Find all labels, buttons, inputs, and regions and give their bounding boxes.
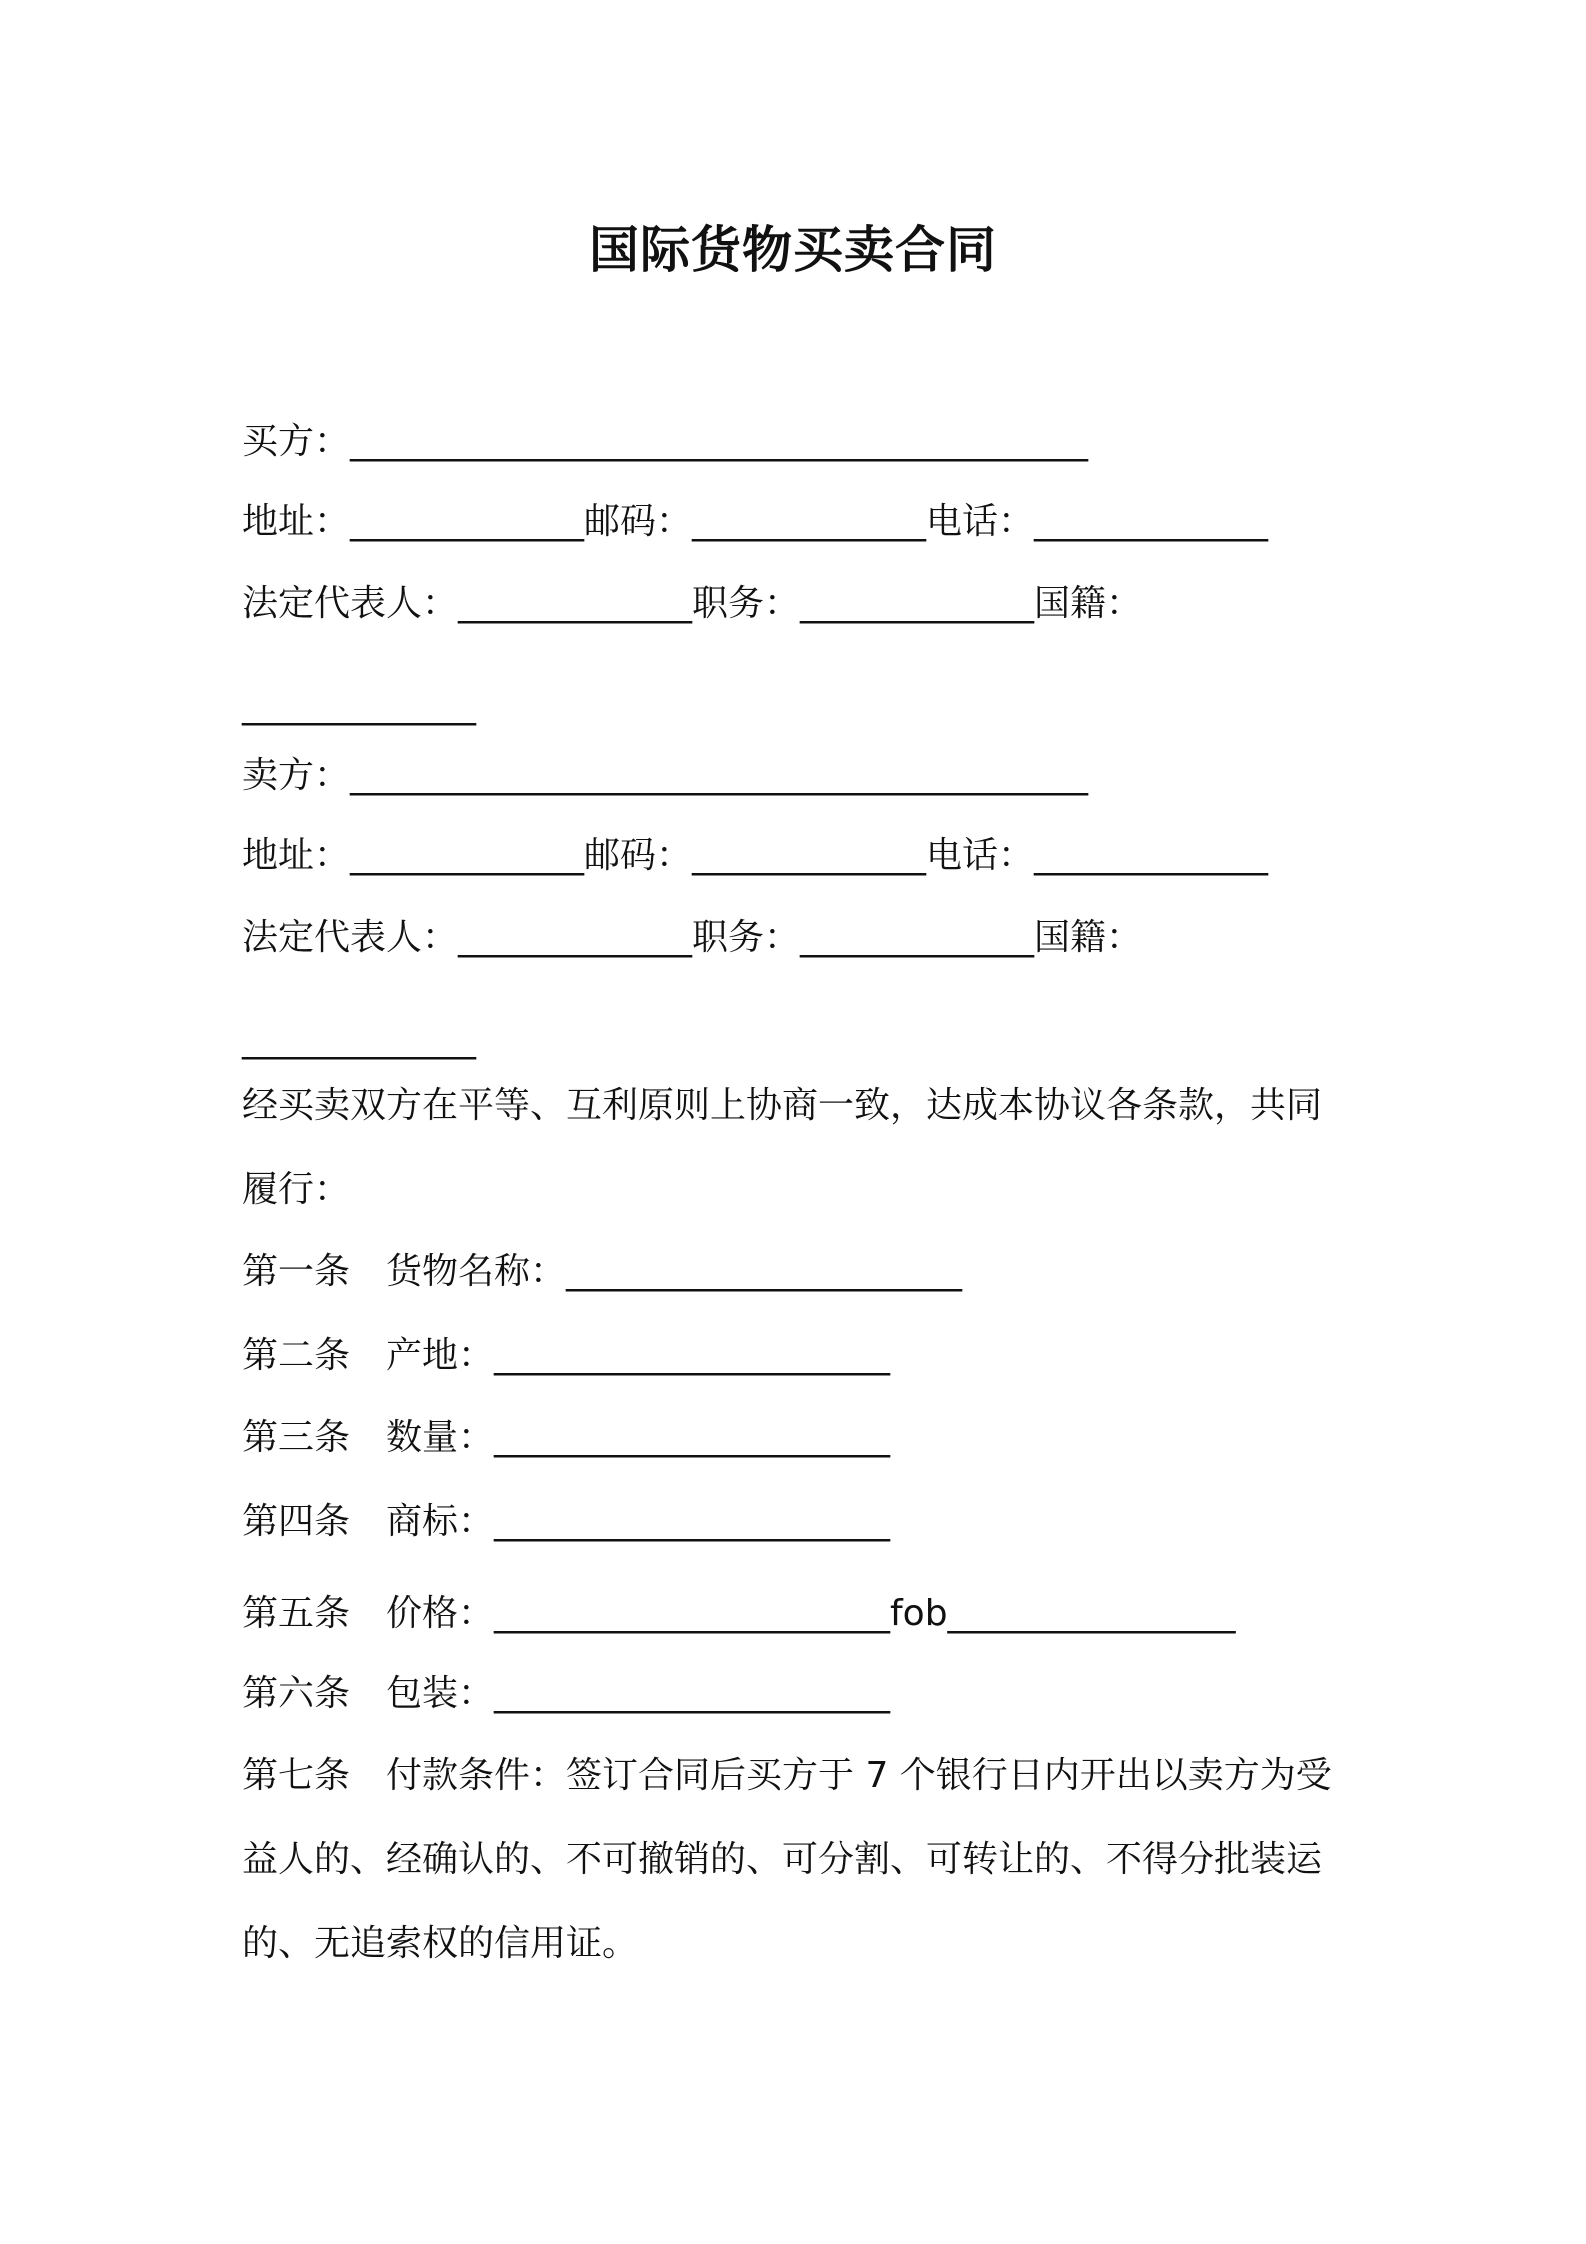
- article-2-origin: 第二条 产地：______________________: [242, 1335, 891, 1376]
- preamble-line-1: 经买卖双方在平等、互利原则上协商一致，达成本协议各条款，共同: [242, 1085, 1323, 1126]
- article-5-price: 第五条 价格：______________________fob________________: [242, 1593, 1236, 1634]
- article-1-goods-name: 第一条 货物名称：______________________: [242, 1251, 963, 1292]
- article-6-packaging: 第六条 包装：______________________: [242, 1673, 891, 1714]
- article-4-trademark: 第四条 商标：______________________: [242, 1501, 891, 1542]
- seller-nationality-blank: _____________: [242, 1019, 476, 1060]
- seller-representative-line: 法定代表人：_____________职务：_____________国籍：: [242, 917, 1143, 958]
- buyer-name-line: 买方：_________________________________________: [242, 421, 1089, 462]
- article-7-payment-line-2: 益人的、经确认的、不可撤销的、可分割、可转让的、不得分批装运: [242, 1839, 1323, 1880]
- document-title: 国际货物买卖合同: [589, 221, 997, 279]
- preamble-line-2: 履行：: [242, 1169, 351, 1210]
- seller-address-line: 地址：_____________邮码：_____________电话：_____________: [242, 835, 1269, 876]
- buyer-representative-line: 法定代表人：_____________职务：_____________国籍：: [242, 583, 1143, 624]
- buyer-nationality-blank: _____________: [242, 685, 476, 726]
- seller-name-line: 卖方：_________________________________________: [242, 755, 1089, 796]
- article-7-payment-line-3: 的、无追索权的信用证。: [242, 1923, 639, 1964]
- article-3-quantity: 第三条 数量：______________________: [242, 1417, 891, 1458]
- buyer-address-line: 地址：_____________邮码：_____________电话：_____________: [242, 501, 1269, 542]
- article-7-payment-line-1: 第七条 付款条件：签订合同后买方于 7 个银行日内开出以卖方为受: [242, 1755, 1332, 1796]
